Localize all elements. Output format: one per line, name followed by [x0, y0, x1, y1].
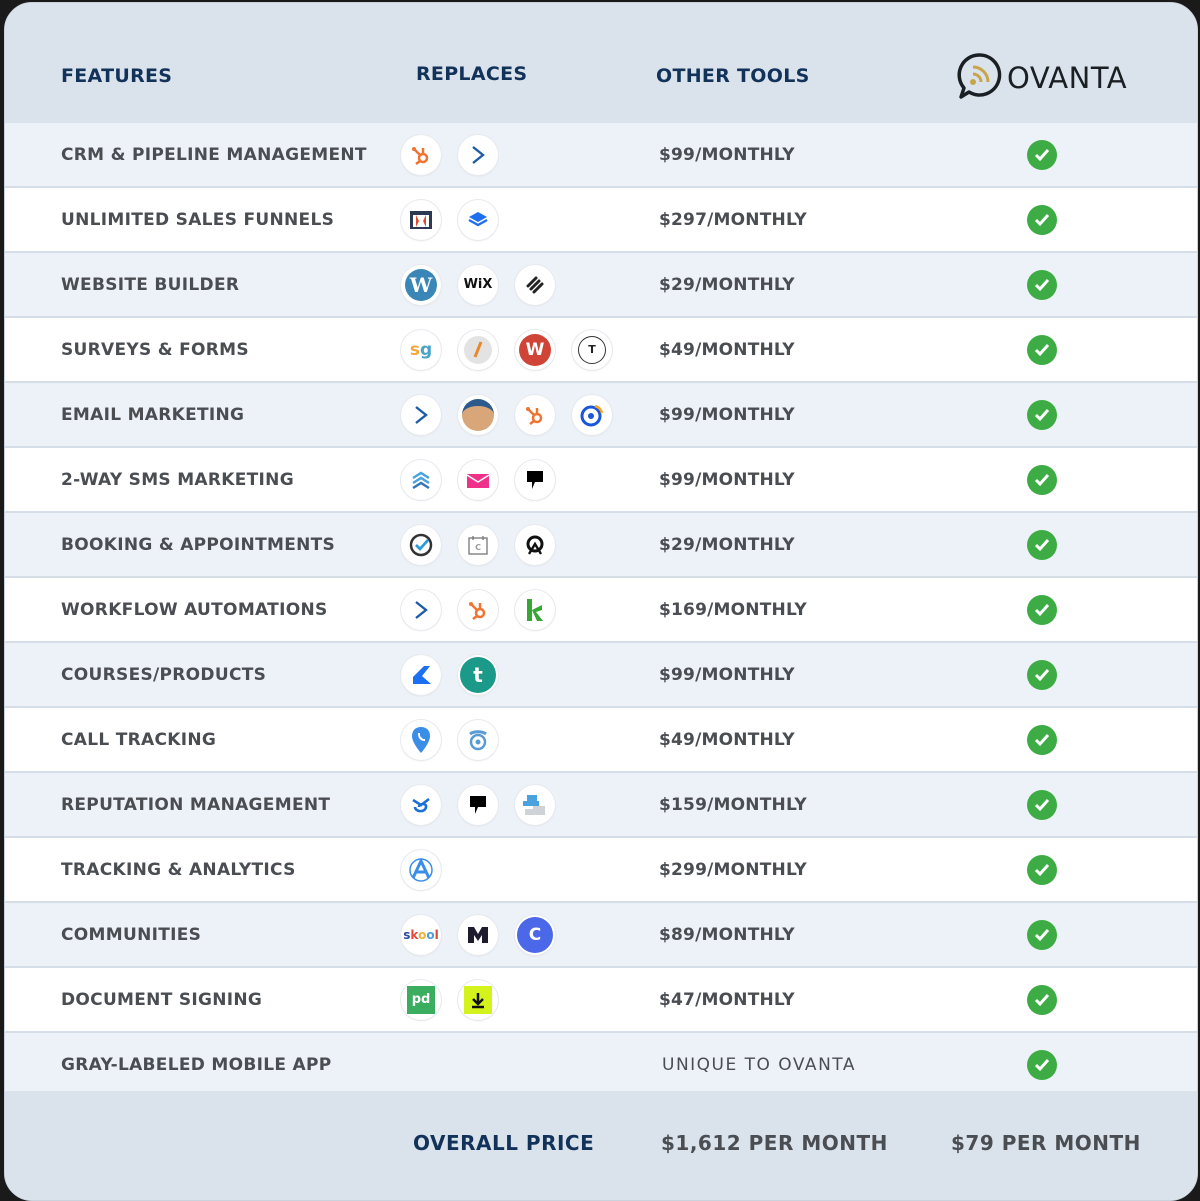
other-tools-price: $99/MONTHLY: [659, 469, 795, 490]
overall-price-label: OVERALL PRICE: [413, 1131, 595, 1155]
replaced-tools: [401, 655, 498, 695]
feature-name: GRAY-LABELED MOBILE APP: [61, 1054, 332, 1075]
keap-icon: [515, 590, 555, 630]
replaced-tools: [401, 720, 498, 760]
other-tools-price: $47/MONTHLY: [659, 989, 795, 1010]
replaced-tools: [401, 200, 498, 240]
grade-us-icon: [515, 785, 555, 825]
feature-name: SURVEYS & FORMS: [61, 339, 249, 360]
table-header: [5, 3, 1197, 125]
table-row: [5, 318, 1197, 383]
other-tools-price: $99/MONTHLY: [659, 664, 795, 685]
other-tools-price: $89/MONTHLY: [659, 924, 795, 945]
phone-target-icon: [458, 720, 498, 760]
table-row: [5, 643, 1197, 708]
feature-name: WEBSITE BUILDER: [61, 274, 240, 295]
other-tools-heading: OTHER TOOLS: [656, 65, 810, 87]
table-row: [5, 253, 1197, 318]
check-circle-icon: [401, 525, 441, 565]
other-tools-price: $99/MONTHLY: [659, 144, 795, 165]
envelope-icon: [458, 460, 498, 500]
typeform-icon: T: [572, 330, 612, 370]
features-heading: FEATURES: [61, 65, 173, 87]
layers-stack-icon: [458, 200, 498, 240]
feature-name: 2-WAY SMS MARKETING: [61, 469, 294, 490]
calendar-icon: [458, 525, 498, 565]
table-row: [5, 968, 1197, 1033]
other-tools-price: $297/MONTHLY: [659, 209, 807, 230]
replaced-tools: [401, 525, 555, 565]
included-check-icon: [1027, 660, 1057, 690]
other-tools-price: $29/MONTHLY: [659, 534, 795, 555]
hubspot-icon: [458, 590, 498, 630]
ovanta-total: $79 PER MONTH: [951, 1131, 1141, 1155]
other-tools-total: $1,612 PER MONTH: [661, 1131, 888, 1155]
included-check-icon: [1027, 725, 1057, 755]
table-row: [5, 838, 1197, 903]
feature-name: CRM & PIPELINE MANAGEMENT: [61, 144, 367, 165]
brand-name: OVANTA: [1007, 61, 1128, 95]
replaces-heading: REPLACES: [416, 63, 528, 85]
other-tools-price: $299/MONTHLY: [659, 859, 807, 880]
constant-contact-icon: [572, 395, 612, 435]
feature-name: WORKFLOW AUTOMATIONS: [61, 599, 328, 620]
included-check-icon: [1027, 1050, 1057, 1080]
replaced-tools: [401, 590, 555, 630]
chat-signal-icon: [955, 51, 1003, 105]
callrail-pin-icon: [401, 720, 441, 760]
included-check-icon: [1027, 595, 1057, 625]
surveygizmo-icon: sg: [401, 330, 441, 370]
replaced-tools: [401, 265, 555, 305]
kajabi-icon: [401, 655, 441, 695]
feature-rows: [5, 123, 1197, 1098]
podium-icon: [458, 785, 498, 825]
feature-name: REPUTATION MANAGEMENT: [61, 794, 331, 815]
table-row: [5, 123, 1197, 188]
replaced-tools: [401, 330, 612, 370]
skool-icon: skool: [401, 915, 441, 955]
replaced-tools: [401, 980, 498, 1020]
included-check-icon: [1027, 465, 1057, 495]
teachable-icon: t: [458, 655, 498, 695]
included-check-icon: [1027, 530, 1057, 560]
ovanta-logo: [955, 51, 1127, 105]
comparison-table: [4, 2, 1198, 1201]
birdeye-icon: [401, 785, 441, 825]
replaced-tools: [401, 135, 498, 175]
other-tools-price: $159/MONTHLY: [659, 794, 807, 815]
included-check-icon: [1027, 790, 1057, 820]
included-check-icon: [1027, 985, 1057, 1015]
activecampaign-icon: [458, 135, 498, 175]
table-row: [5, 448, 1197, 513]
wordpress-icon: W: [401, 265, 441, 305]
other-tools-price: $49/MONTHLY: [659, 339, 795, 360]
included-check-icon: [1027, 855, 1057, 885]
acuity-icon: [515, 525, 555, 565]
activecampaign-icon: [401, 395, 441, 435]
chevrons-up-icon: [401, 460, 441, 500]
pandadoc-icon: pd: [401, 980, 441, 1020]
included-check-icon: [1027, 335, 1057, 365]
circle-icon: C: [515, 915, 555, 955]
replaced-tools: [401, 785, 555, 825]
other-tools-price: UNIQUE TO OVANTA: [662, 1054, 856, 1075]
table-footer: [5, 1091, 1197, 1200]
feature-name: DOCUMENT SIGNING: [61, 989, 263, 1010]
other-tools-price: $49/MONTHLY: [659, 729, 795, 750]
pencil-icon: [458, 330, 498, 370]
wix-icon: WiX: [458, 265, 498, 305]
table-row: [5, 1033, 1197, 1098]
activecampaign-icon: [401, 590, 441, 630]
feature-name: EMAIL MARKETING: [61, 404, 245, 425]
feature-name: BOOKING & APPOINTMENTS: [61, 534, 336, 555]
analytics-a-icon: [401, 850, 441, 890]
included-check-icon: [1027, 140, 1057, 170]
feature-name: COURSES/PRODUCTS: [61, 664, 267, 685]
squarespace-icon: [515, 265, 555, 305]
svg-text:C: C: [475, 542, 481, 552]
replaced-tools: [401, 395, 612, 435]
table-row: [5, 708, 1197, 773]
feature-name: TRACKING & ANALYTICS: [61, 859, 296, 880]
table-row: [5, 188, 1197, 253]
replaced-tools: [401, 850, 441, 890]
clickfunnels-icon: [401, 200, 441, 240]
feature-name: COMMUNITIES: [61, 924, 202, 945]
feature-name: UNLIMITED SALES FUNNELS: [61, 209, 335, 230]
other-tools-price: $169/MONTHLY: [659, 599, 807, 620]
mailchimp-icon: [458, 395, 498, 435]
replaced-tools: [401, 915, 555, 955]
table-row: [5, 383, 1197, 448]
hubspot-icon: [401, 135, 441, 175]
feature-name: CALL TRACKING: [61, 729, 217, 750]
other-tools-price: $99/MONTHLY: [659, 404, 795, 425]
table-row: [5, 903, 1197, 968]
replaced-tools: [401, 460, 555, 500]
table-row: [5, 773, 1197, 838]
mighty-networks-icon: [458, 915, 498, 955]
download-icon: [458, 980, 498, 1020]
hubspot-icon: [515, 395, 555, 435]
table-row: [5, 578, 1197, 643]
included-check-icon: [1027, 400, 1057, 430]
other-tools-price: $29/MONTHLY: [659, 274, 795, 295]
included-check-icon: [1027, 205, 1057, 235]
included-check-icon: [1027, 270, 1057, 300]
table-row: [5, 513, 1197, 578]
wufoo-icon: W: [515, 330, 555, 370]
podium-icon: [515, 460, 555, 500]
included-check-icon: [1027, 920, 1057, 950]
